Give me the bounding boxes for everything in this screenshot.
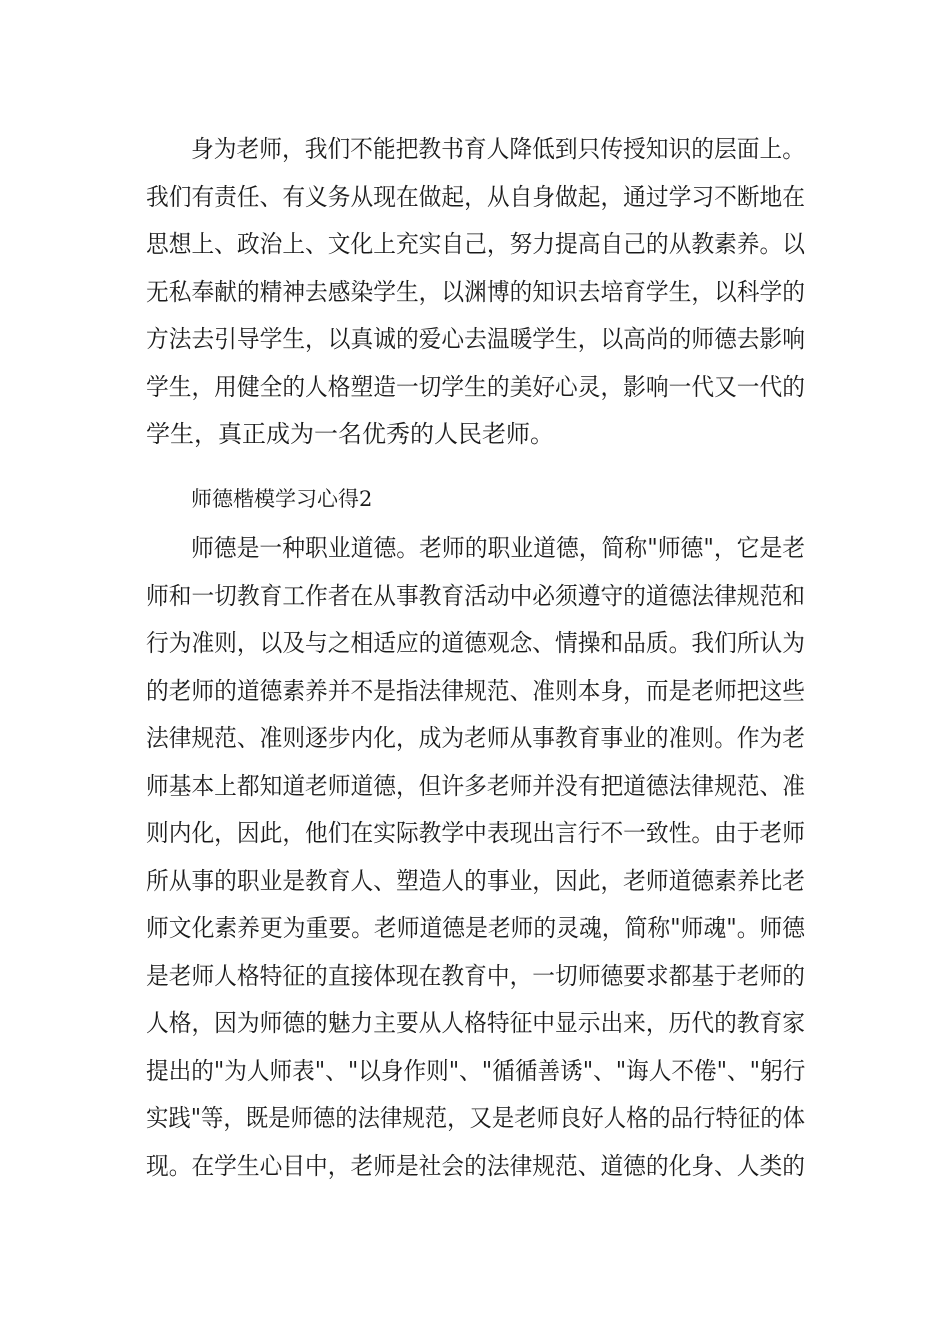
text-line: 法律规范、准则逐步内化，成为老师从事教育事业的准则。作为老 bbox=[146, 724, 805, 752]
text-line: 现。在学生心目中，老师是社会的法律规范、道德的化身、人类的 bbox=[146, 1151, 805, 1180]
text-line: 无私奉献的精神去感染学生，以渊博的知识去培育学生，以科学的 bbox=[146, 277, 805, 306]
text-line: 思想上、政治上、文化上充实自己，努力提高自己的从教素养。以 bbox=[146, 230, 805, 258]
text-line: 身为老师，我们不能把教书育人降低到只传授知识的层面上。 bbox=[191, 135, 805, 163]
text-line: 实践"等，既是师德的法律规范，又是老师良好人格的品行特征的体 bbox=[146, 1104, 806, 1132]
text-line: 方法去引导学生，以真诚的爱心去温暖学生，以高尚的师德去影响 bbox=[146, 325, 805, 353]
text-line: 师基本上都知道老师道德，但许多老师并没有把道德法律规范、准 bbox=[146, 771, 805, 800]
section-heading: 师德楷模学习心得2 bbox=[191, 487, 373, 511]
text-line: 的老师的道德素养并不是指法律规范、准则本身，而是老师把这些 bbox=[146, 676, 805, 705]
text-line: 我们有责任、有义务从现在做起，从自身做起，通过学习不断地在 bbox=[146, 182, 805, 211]
text-line: 提出的"为人师表"、"以身作则"、"循循善诱"、"诲人不倦"、"躬行 bbox=[146, 1056, 806, 1085]
text-line: 学生，真正成为一名优秀的人民老师。 bbox=[146, 420, 554, 448]
text-line: 人格，因为师德的魅力主要从人格特征中显示出来，历代的教育家 bbox=[146, 1009, 805, 1037]
text-line: 是老师人格特征的直接体现在教育中，一切师德要求都基于老师的 bbox=[146, 961, 805, 990]
text-line: 师和一切教育工作者在从事教育活动中必须遵守的道德法律规范和 bbox=[146, 581, 805, 610]
text-line: 所从事的职业是教育人、塑造人的事业，因此，老师道德素养比老 bbox=[146, 866, 805, 895]
text-line: 师文化素养更为重要。老师道德是老师的灵魂，简称"师魂"。师德 bbox=[146, 914, 806, 942]
text-line: 师德是一种职业道德。老师的职业道德，简称"师德"，它是老 bbox=[191, 534, 806, 562]
text-line: 学生，用健全的人格塑造一切学生的美好心灵，影响一代又一代的 bbox=[146, 372, 805, 401]
text-line: 则内化，因此，他们在实际教学中表现出言行不一致性。由于老师 bbox=[146, 819, 805, 847]
text-line: 行为准则，以及与之相适应的道德观念、情操和品质。我们所认为 bbox=[146, 629, 805, 657]
